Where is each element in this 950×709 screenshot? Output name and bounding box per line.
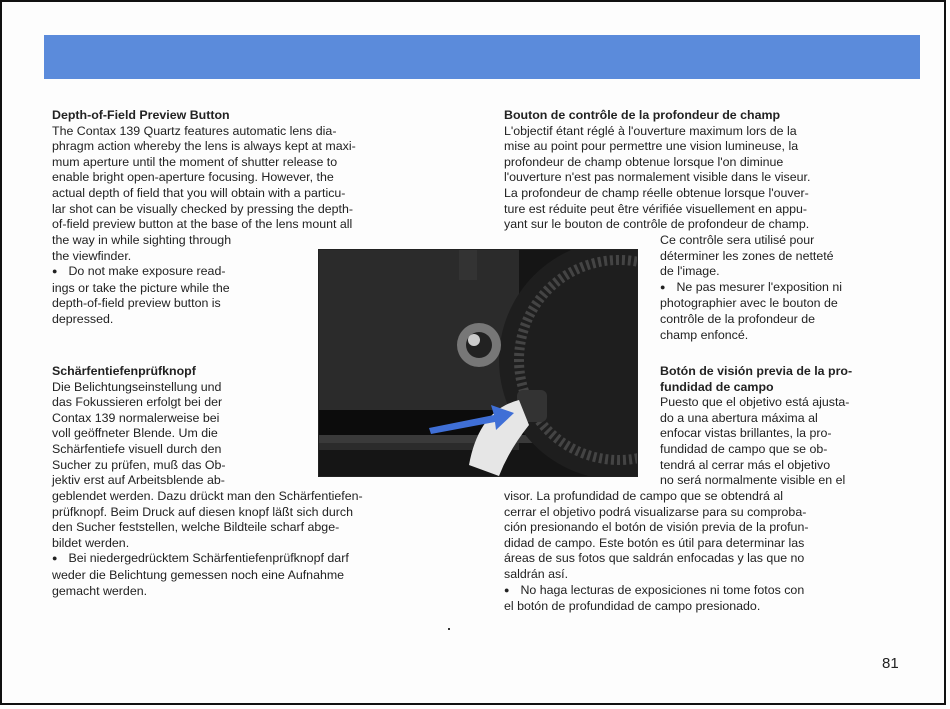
spanish-heading: Botón de visión previa de la pro- fundidad de campo <box>660 364 853 394</box>
page-number: 81 <box>882 655 899 672</box>
german-wide-section <box>52 489 444 599</box>
french-paragraph-narrow: Ce contrôle sera utilisé pour déterminer les zones de netteté de l'image. <box>660 233 834 279</box>
german-heading: Schärfentiefenprüfknopf <box>52 364 196 378</box>
header-banner <box>44 35 920 79</box>
english-heading: Depth-of-Field Preview Button <box>52 108 230 122</box>
german-paragraph-narrow: Die Belichtungseinstellung und das Fokussieren erfolgt bei der Contax 139 normalerweise bei voll geöffneter Blende. Um die Schärfentiefe visuell durch den Sucher zu prüfen, muß das Ob- jektiv erst auf Arbeitsblende ab- <box>52 379 226 488</box>
print-speck <box>448 628 450 630</box>
spanish-paragraph-narrow: Puesto que el objetivo está ajusta- do a una abertura máxima al enfocar vistas brillantes, la pro- fundidad de campo que se ob- tendrá al cerrar más el objetivo no será normalmente visible en el <box>660 395 850 488</box>
camera-illustration <box>319 250 637 476</box>
french-paragraph: L'objectif étant réglé à l'ouverture maximum lors de la mise au point pour permettre une vision lumineuse, la profondeur de champ obtenue lorsque l'on diminue l'ouverture n'est pas normalement visible dans le viseur. La profondeur de champ réelle obtenue lorsque l'ouver- ture est réduite peut être vérifiée visuellement en appu- yant sur le bouton de contrôle de profondeur de champ. <box>504 123 811 232</box>
spanish-paragraph-wide: visor. La profundidad de campo que se obtendrá al cerrar el objetivo podrá visualizarse para su comproba- ción presionando el botón de visión previa de la profun- didad de campo. Este botón es útil para determinar las áreas de sus fotos que saldrán enfocadas y las que no saldrán así. <box>504 489 809 581</box>
camera-photo <box>318 249 638 477</box>
german-bullet: ● Bei niedergedrücktem Schärfentiefenprüfknopf darf weder die Belichtung gemessen noch eine Aufnahme gemacht werden. <box>52 551 444 599</box>
french-narrow-section <box>660 233 898 343</box>
german-section <box>52 364 290 489</box>
spanish-section <box>660 364 898 489</box>
spanish-bullet: ● No haga lecturas de exposiciones ni tome fotos con el botón de profundidad de campo presionado. <box>504 583 896 615</box>
french-bullet: ● Ne pas mesurer l'exposition ni photographier avec le bouton de contrôle de la profondeur de champ enfoncé. <box>660 280 898 343</box>
french-heading: Bouton de contrôle de la profondeur de champ <box>504 108 781 122</box>
english-paragraph: The Contax 139 Quartz features automatic lens dia- phragm action whereby the lens is always kept at maxi- mum aperture until the moment of shutter release to enable bright open-aperture focusing. However, the actual depth of field that you will obtain with a particu- lar shot can be visually checked by pressing the depth- of-field preview button at the base of the lens mount all <box>52 123 356 232</box>
french-section <box>504 108 896 233</box>
english-bullet: ● Do not make exposure read- ings or take the picture while the depth-of-field preview button is depressed. <box>52 264 292 327</box>
english-section <box>52 108 444 233</box>
english-paragraph-narrow: the way in while sighting through the viewfinder. <box>52 233 232 263</box>
spanish-wide-section <box>504 489 896 615</box>
german-paragraph-wide: geblendet werden. Dazu drückt man den Schärfentiefen- prüfknopf. Beim Druck auf diesen knopf läßt sich durch den Sucher feststellen, welche Bildteile scharf abge- bildet werden. <box>52 489 363 550</box>
english-narrow-section <box>52 233 292 328</box>
